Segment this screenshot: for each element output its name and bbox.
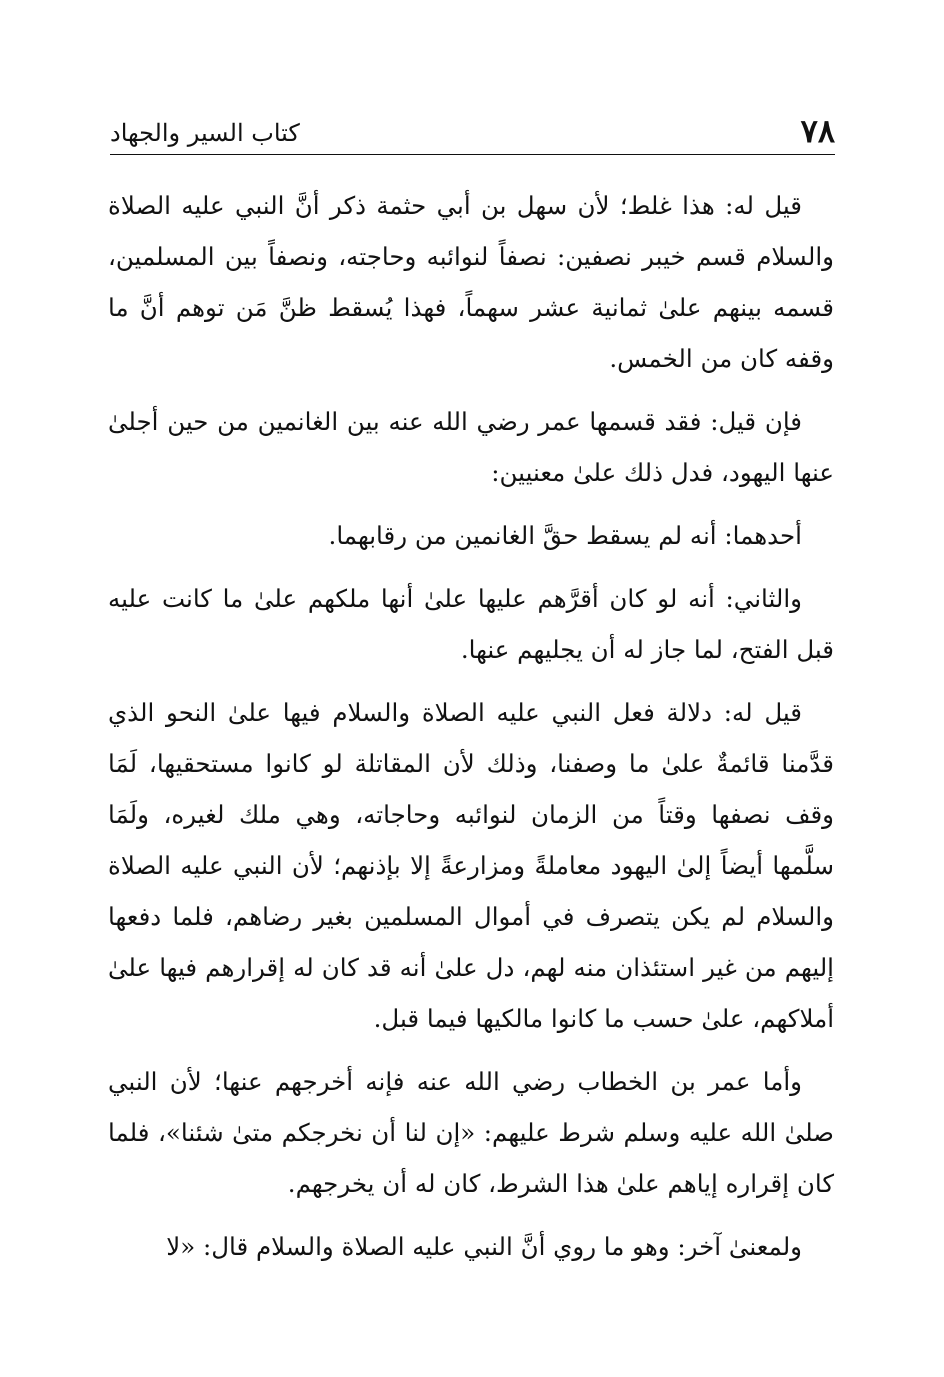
paragraph: قيل له: دلالة فعل النبي عليه الصلاة والسلام فيها علىٰ النحو الذي قدَّمنا قائمةٌ علىٰ ما وصفنا، وذلك لأن المقاتلة لو كانوا مستحقيها، لَمَا وقف نصفها وقتاً من الزمان لنوائبه وحاجاته، وهي ملك لغيره، ولَمَا سلَّمها أيضاً إلىٰ اليهود معاملةً ومزارعةً إلا بإذنهم؛ لأن النبي عليه الصلاة والسلام لم يكن يتصرف في أموال المسلمين بغير رضاهم، فلما دفعها إليهم من غير استئذان منه لهم، دل علىٰ أنه قد كان له إقرارهم فيها علىٰ أملاكهم، علىٰ حسب ما كانوا مالكيها فيما قبل. (108, 698, 834, 1033)
paragraph: قيل له: هذا غلط؛ لأن سهل بن أبي حثمة ذكر أنَّ النبي عليه الصلاة والسلام قسم خيبر نصفين: نصفاً لنوائبه وحاجته، ونصفاً بين المسلمين، قسمه بينهم علىٰ ثمانية عشر سهماً، فهذا يُسقط ظنَّ مَن توهم أنَّ ما وقفه كان من الخمس. (108, 191, 834, 373)
paragraph: فإن قيل: فقد قسمها عمر رضي الله عنه بين الغانمين من حين أجلىٰ عنها اليهود، فدل ذلك علىٰ معنيين: (108, 407, 834, 487)
page-number: ٧٨ (800, 112, 835, 150)
running-title: كتاب السير والجهاد (110, 119, 300, 147)
paragraph: أحدهما: أنه لم يسقط حقَّ الغانمين من رقابهما. (328, 521, 802, 550)
paragraph: ولمعنىٰ آخر: وهو ما روي أنَّ النبي عليه الصلاة والسلام قال: «لا (166, 1232, 802, 1261)
paragraph: وأما عمر بن الخطاب رضي الله عنه فإنه أخرجهم عنها؛ لأن النبي صلىٰ الله عليه وسلم شرط عليهم: «إن لنا أن نخرجكم متىٰ شئنا»، فلما كان إقراره إياهم علىٰ هذا الشرط، كان له أن يخرجهم. (108, 1067, 834, 1198)
page-body (108, 180, 834, 1272)
page-header (110, 108, 835, 155)
paragraph: والثاني: أنه لو كان أقرَّهم عليها علىٰ أنها ملكهم علىٰ ما كانت عليه قبل الفتح، لما جاز له أن يجليهم عنها. (108, 584, 834, 664)
